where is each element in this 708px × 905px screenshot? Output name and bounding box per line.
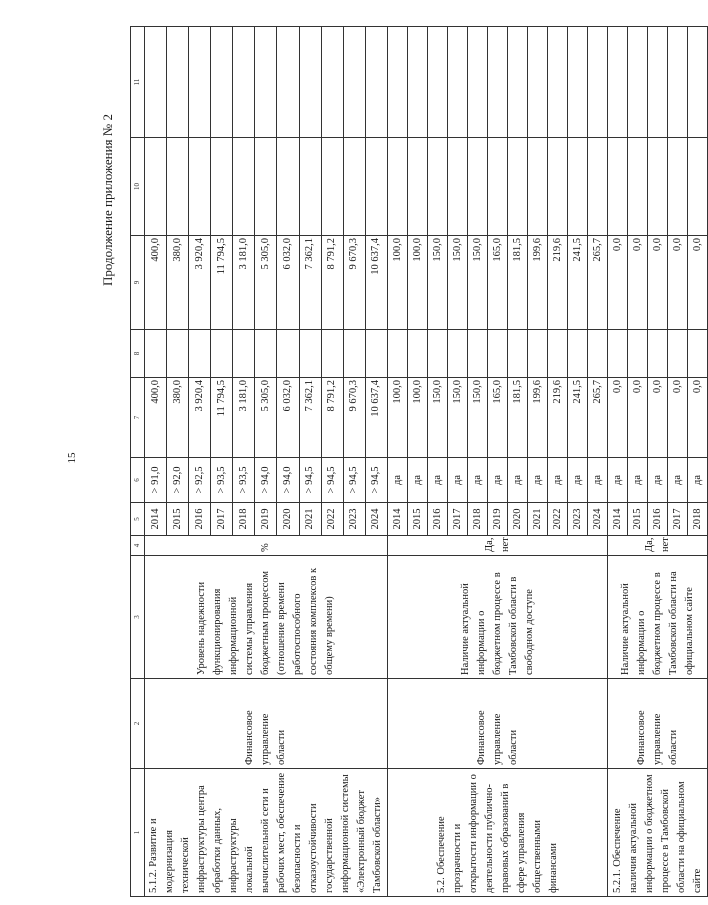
regional-funding-cell: 199,6: [528, 236, 548, 330]
local-funding-cell: [448, 138, 468, 236]
regional-funding-cell: 150,0: [468, 236, 488, 330]
other-funding-cell: [568, 27, 588, 138]
federal-funding-cell: [211, 330, 233, 378]
total-funding-cell: 7 362,1: [299, 378, 321, 458]
other-funding-cell: [388, 27, 408, 138]
indicator-value-cell: да: [688, 458, 708, 503]
federal-funding-cell: [277, 330, 299, 378]
federal-funding-cell: [145, 330, 167, 378]
local-funding-cell: [189, 138, 211, 236]
year-cell: 2017: [211, 503, 233, 536]
federal-funding-cell: [167, 330, 189, 378]
indicator-value-cell: > 94,5: [365, 458, 387, 503]
local-funding-cell: [588, 138, 608, 236]
other-funding-cell: [548, 27, 568, 138]
local-funding-cell: [488, 138, 508, 236]
continuation-caption: Продолжение приложения № 2: [100, 114, 115, 286]
year-cell: 2015: [167, 503, 189, 536]
rotated-table-area: [130, 27, 703, 897]
local-funding-cell: [688, 138, 708, 236]
year-cell: 2015: [408, 503, 428, 536]
total-funding-cell: 0,0: [648, 378, 668, 458]
indicator-value-cell: да: [508, 458, 528, 503]
federal-funding-cell: [428, 330, 448, 378]
federal-funding-cell: [448, 330, 468, 378]
total-funding-cell: 150,0: [428, 378, 448, 458]
federal-funding-cell: [468, 330, 488, 378]
federal-funding-cell: [321, 330, 343, 378]
total-funding-cell: 265,7: [588, 378, 608, 458]
other-funding-cell: [365, 27, 387, 138]
local-funding-cell: [568, 138, 588, 236]
year-cell: 2023: [343, 503, 365, 536]
year-cell: 2017: [668, 503, 688, 536]
other-funding-cell: [167, 27, 189, 138]
other-funding-cell: [233, 27, 255, 138]
local-funding-cell: [299, 138, 321, 236]
year-cell: 2020: [508, 503, 528, 536]
regional-funding-cell: 11 794,5: [211, 236, 233, 330]
total-funding-cell: 400,0: [145, 378, 167, 458]
regional-funding-cell: 6 032,0: [277, 236, 299, 330]
unit-cell: %: [145, 536, 388, 556]
local-funding-cell: [528, 138, 548, 236]
year-cell: 2018: [688, 503, 708, 536]
total-funding-cell: 0,0: [628, 378, 648, 458]
indicator-value-cell: > 94,5: [299, 458, 321, 503]
indicator-value-cell: да: [408, 458, 428, 503]
total-funding-cell: 0,0: [668, 378, 688, 458]
table-row: [608, 27, 628, 897]
other-funding-cell: [588, 27, 608, 138]
indicator-value-cell: да: [388, 458, 408, 503]
regional-funding-cell: 3 920,4: [189, 236, 211, 330]
federal-funding-cell: [508, 330, 528, 378]
column-number-cell: 8: [131, 330, 145, 378]
year-cell: 2018: [468, 503, 488, 536]
indicator-name-cell: Наличие актуальной информации о бюджетном процессе в Тамбовской области в свободном доступе: [388, 556, 608, 679]
indicator-value-cell: да: [468, 458, 488, 503]
local-funding-cell: [668, 138, 688, 236]
federal-funding-cell: [528, 330, 548, 378]
other-funding-cell: [428, 27, 448, 138]
other-funding-cell: [255, 27, 277, 138]
federal-funding-cell: [233, 330, 255, 378]
year-cell: 2024: [588, 503, 608, 536]
other-funding-cell: [468, 27, 488, 138]
year-cell: 2015: [628, 503, 648, 536]
other-funding-cell: [608, 27, 628, 138]
federal-funding-cell: [668, 330, 688, 378]
year-cell: 2023: [568, 503, 588, 536]
page-number: 15: [66, 452, 78, 464]
federal-funding-cell: [408, 330, 428, 378]
indicator-value-cell: да: [548, 458, 568, 503]
indicator-value-cell: да: [668, 458, 688, 503]
measure-name-cell: 5.1.2. Развитие и модернизация технической инфраструктуры центра обработки данных, инфраструктуры локальной вычислительной сети и рабочих мест, обеспечение безопасности и отказоустойчивости государственной информационной системы «Электронный бюджет Тамбовской области»: [145, 769, 388, 897]
indicator-value-cell: да: [608, 458, 628, 503]
year-cell: 2016: [428, 503, 448, 536]
local-funding-cell: [608, 138, 628, 236]
measure-name-cell: 5.2. Обеспечение прозрачности и открытости информации о деятельности публично-правовых образований в сфере управления общественными финансами: [388, 769, 608, 897]
other-funding-cell: [211, 27, 233, 138]
year-cell: 2014: [388, 503, 408, 536]
column-number-cell: 2: [131, 679, 145, 769]
total-funding-cell: 181,5: [508, 378, 528, 458]
local-funding-cell: [548, 138, 568, 236]
year-cell: 2021: [528, 503, 548, 536]
regional-funding-cell: 380,0: [167, 236, 189, 330]
local-funding-cell: [365, 138, 387, 236]
local-funding-cell: [145, 138, 167, 236]
other-funding-cell: [488, 27, 508, 138]
regional-funding-cell: 100,0: [388, 236, 408, 330]
regional-funding-cell: 100,0: [408, 236, 428, 330]
column-number-cell: 5: [131, 503, 145, 536]
regional-funding-cell: 0,0: [628, 236, 648, 330]
column-number-cell: 9: [131, 236, 145, 330]
federal-funding-cell: [299, 330, 321, 378]
indicator-name-cell: Наличие актуальной информации о бюджетном процессе в Тамбовской области на официальном сайте: [608, 556, 708, 679]
executor-cell: Финансовое управление области: [608, 679, 708, 769]
regional-funding-cell: 150,0: [448, 236, 468, 330]
indicator-value-cell: > 92,5: [189, 458, 211, 503]
total-funding-cell: 150,0: [448, 378, 468, 458]
total-funding-cell: 0,0: [688, 378, 708, 458]
regional-funding-cell: 10 637,4: [365, 236, 387, 330]
indicator-value-cell: > 93,5: [211, 458, 233, 503]
regional-funding-cell: 9 670,3: [343, 236, 365, 330]
unit-cell: Да, нет: [388, 536, 608, 556]
year-cell: 2022: [321, 503, 343, 536]
total-funding-cell: 241,5: [568, 378, 588, 458]
federal-funding-cell: [688, 330, 708, 378]
indicator-value-cell: > 94,0: [255, 458, 277, 503]
year-cell: 2022: [548, 503, 568, 536]
measure-name-cell: 5.2.1. Обеспечение наличия актуальной информации о бюджетном процессе в Тамбовской области на официальном сайте: [608, 769, 708, 897]
local-funding-cell: [648, 138, 668, 236]
other-funding-cell: [528, 27, 548, 138]
total-funding-cell: 199,6: [528, 378, 548, 458]
regional-funding-cell: 241,5: [568, 236, 588, 330]
federal-funding-cell: [388, 330, 408, 378]
total-funding-cell: 8 791,2: [321, 378, 343, 458]
unit-cell: Да, нет: [608, 536, 708, 556]
executor-cell: Финансовое управление области: [145, 679, 388, 769]
total-funding-cell: 3 920,4: [189, 378, 211, 458]
year-cell: 2014: [608, 503, 628, 536]
year-cell: 2020: [277, 503, 299, 536]
federal-funding-cell: [608, 330, 628, 378]
other-funding-cell: [408, 27, 428, 138]
local-funding-cell: [277, 138, 299, 236]
federal-funding-cell: [648, 330, 668, 378]
other-funding-cell: [668, 27, 688, 138]
local-funding-cell: [508, 138, 528, 236]
column-number-cell: 6: [131, 458, 145, 503]
year-cell: 2016: [648, 503, 668, 536]
regional-funding-cell: 181,5: [508, 236, 528, 330]
total-funding-cell: 100,0: [408, 378, 428, 458]
regional-funding-cell: 150,0: [428, 236, 448, 330]
indicator-value-cell: да: [428, 458, 448, 503]
total-funding-cell: 150,0: [468, 378, 488, 458]
total-funding-cell: 11 794,5: [211, 378, 233, 458]
indicator-value-cell: да: [568, 458, 588, 503]
indicator-value-cell: > 92,0: [167, 458, 189, 503]
table-row: [145, 27, 167, 897]
federal-funding-cell: [568, 330, 588, 378]
regional-funding-cell: 0,0: [608, 236, 628, 330]
local-funding-cell: [428, 138, 448, 236]
year-cell: 2024: [365, 503, 387, 536]
total-funding-cell: 5 305,0: [255, 378, 277, 458]
indicator-value-cell: > 94,5: [321, 458, 343, 503]
header-number-row: [131, 27, 145, 897]
regional-funding-cell: 400,0: [145, 236, 167, 330]
local-funding-cell: [628, 138, 648, 236]
other-funding-cell: [448, 27, 468, 138]
local-funding-cell: [255, 138, 277, 236]
other-funding-cell: [189, 27, 211, 138]
total-funding-cell: 9 670,3: [343, 378, 365, 458]
other-funding-cell: [648, 27, 668, 138]
other-funding-cell: [321, 27, 343, 138]
total-funding-cell: 219,6: [548, 378, 568, 458]
total-funding-cell: 380,0: [167, 378, 189, 458]
regional-funding-cell: 0,0: [688, 236, 708, 330]
regional-funding-cell: 5 305,0: [255, 236, 277, 330]
regional-funding-cell: 0,0: [668, 236, 688, 330]
indicator-value-cell: да: [588, 458, 608, 503]
regional-funding-cell: 8 791,2: [321, 236, 343, 330]
local-funding-cell: [388, 138, 408, 236]
federal-funding-cell: [548, 330, 568, 378]
local-funding-cell: [468, 138, 488, 236]
indicator-value-cell: > 94,0: [277, 458, 299, 503]
executor-cell: Финансовое управление области: [388, 679, 608, 769]
column-number-cell: 1: [131, 769, 145, 897]
regional-funding-cell: 219,6: [548, 236, 568, 330]
year-cell: 2014: [145, 503, 167, 536]
column-number-cell: 7: [131, 378, 145, 458]
federal-funding-cell: [189, 330, 211, 378]
year-cell: 2019: [255, 503, 277, 536]
local-funding-cell: [321, 138, 343, 236]
other-funding-cell: [628, 27, 648, 138]
year-cell: 2021: [299, 503, 321, 536]
indicator-value-cell: > 91,0: [145, 458, 167, 503]
other-funding-cell: [688, 27, 708, 138]
table-row: [388, 27, 408, 897]
total-funding-cell: 10 637,4: [365, 378, 387, 458]
column-number-cell: 4: [131, 536, 145, 556]
local-funding-cell: [211, 138, 233, 236]
federal-funding-cell: [255, 330, 277, 378]
federal-funding-cell: [628, 330, 648, 378]
year-cell: 2018: [233, 503, 255, 536]
local-funding-cell: [408, 138, 428, 236]
regional-funding-cell: 265,7: [588, 236, 608, 330]
federal-funding-cell: [365, 330, 387, 378]
indicator-value-cell: да: [528, 458, 548, 503]
total-funding-cell: 165,0: [488, 378, 508, 458]
indicator-value-cell: да: [648, 458, 668, 503]
total-funding-cell: 3 181,0: [233, 378, 255, 458]
federal-funding-cell: [588, 330, 608, 378]
column-number-cell: 3: [131, 556, 145, 679]
program-table: [130, 26, 708, 897]
regional-funding-cell: 3 181,0: [233, 236, 255, 330]
regional-funding-cell: 0,0: [648, 236, 668, 330]
year-cell: 2016: [189, 503, 211, 536]
other-funding-cell: [277, 27, 299, 138]
local-funding-cell: [233, 138, 255, 236]
indicator-value-cell: > 93,5: [233, 458, 255, 503]
total-funding-cell: 0,0: [608, 378, 628, 458]
total-funding-cell: 100,0: [388, 378, 408, 458]
other-funding-cell: [343, 27, 365, 138]
regional-funding-cell: 165,0: [488, 236, 508, 330]
regional-funding-cell: 7 362,1: [299, 236, 321, 330]
local-funding-cell: [167, 138, 189, 236]
indicator-value-cell: > 94,5: [343, 458, 365, 503]
other-funding-cell: [299, 27, 321, 138]
indicator-value-cell: да: [628, 458, 648, 503]
column-number-cell: 11: [131, 27, 145, 138]
other-funding-cell: [145, 27, 167, 138]
year-cell: 2017: [448, 503, 468, 536]
column-number-cell: 10: [131, 138, 145, 236]
indicator-value-cell: да: [448, 458, 468, 503]
total-funding-cell: 6 032,0: [277, 378, 299, 458]
local-funding-cell: [343, 138, 365, 236]
indicator-name-cell: Уровень надежности функционирования информационной системы управления бюджетным процессом (отношение времени работоспособного состояния комплексов к общему времени): [145, 556, 388, 679]
year-cell: 2019: [488, 503, 508, 536]
other-funding-cell: [508, 27, 528, 138]
federal-funding-cell: [343, 330, 365, 378]
indicator-value-cell: да: [488, 458, 508, 503]
federal-funding-cell: [488, 330, 508, 378]
